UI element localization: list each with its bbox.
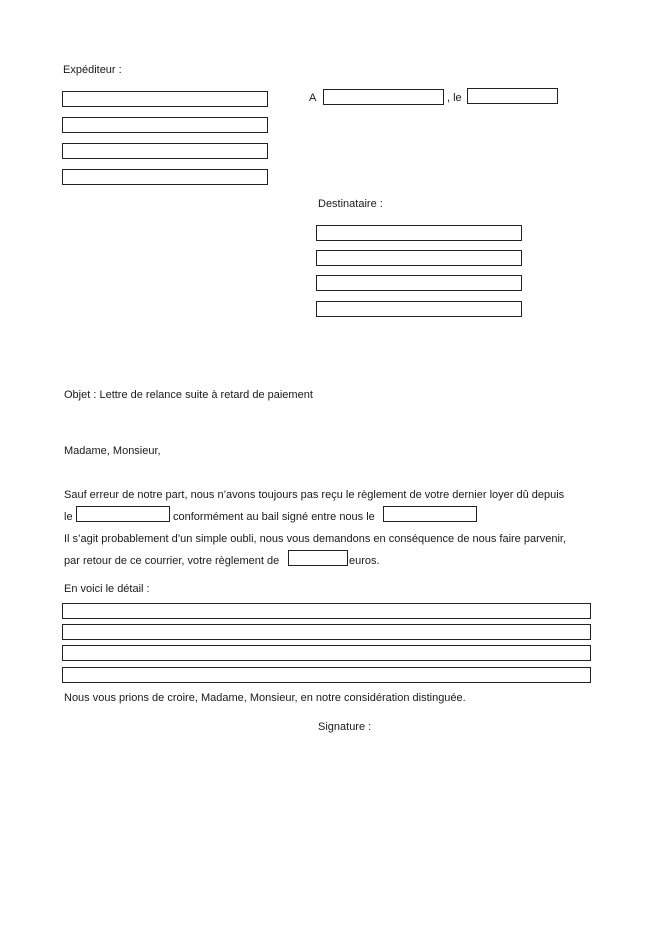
body-line-1: Sauf erreur de notre part, nous n’avons toujours pas reçu le règlement de votre dernier loyer dû depuis <box>64 489 565 501</box>
amount-field[interactable] <box>288 550 348 566</box>
signature-label: Signature : <box>318 721 372 733</box>
due-date-field[interactable] <box>76 506 170 522</box>
recipient-line-4-field[interactable] <box>316 301 522 317</box>
recipient-line-2-field[interactable] <box>316 250 522 266</box>
subject-line: Objet : Lettre de relance suite à retard de paiement <box>64 389 313 401</box>
date-separator: , le <box>447 92 462 104</box>
recipient-line-3-field[interactable] <box>316 275 522 291</box>
body-line-3: Il s’agit probablement d’un simple oubli, nous vous demandons en conséquence de nous faire parvenir, <box>64 533 567 545</box>
lease-date-field[interactable] <box>383 506 477 522</box>
body-line-4-suffix: euros. <box>349 555 380 567</box>
place-field[interactable] <box>323 89 444 105</box>
detail-line-1-field[interactable] <box>62 603 591 619</box>
sender-line-2-field[interactable] <box>62 117 268 133</box>
date-field[interactable] <box>467 88 558 104</box>
detail-label: En voici le détail : <box>64 583 150 595</box>
salutation: Madame, Monsieur, <box>64 445 161 457</box>
recipient-line-1-field[interactable] <box>316 225 522 241</box>
place-prefix: A <box>309 92 317 104</box>
recipient-label: Destinataire : <box>318 198 383 210</box>
sender-label: Expéditeur : <box>63 64 122 76</box>
closing-line: Nous vous prions de croire, Madame, Monsieur, en notre considération distinguée. <box>64 692 466 704</box>
sender-line-3-field[interactable] <box>62 143 268 159</box>
detail-line-3-field[interactable] <box>62 645 591 661</box>
body-line-2-middle: conformément au bail signé entre nous le <box>173 511 375 523</box>
detail-line-2-field[interactable] <box>62 624 591 640</box>
sender-line-1-field[interactable] <box>62 91 268 107</box>
body-line-4-prefix: par retour de ce courrier, votre règlement de <box>64 555 280 567</box>
sender-line-4-field[interactable] <box>62 169 268 185</box>
body-line-2-prefix: le <box>64 511 73 523</box>
detail-line-4-field[interactable] <box>62 667 591 683</box>
